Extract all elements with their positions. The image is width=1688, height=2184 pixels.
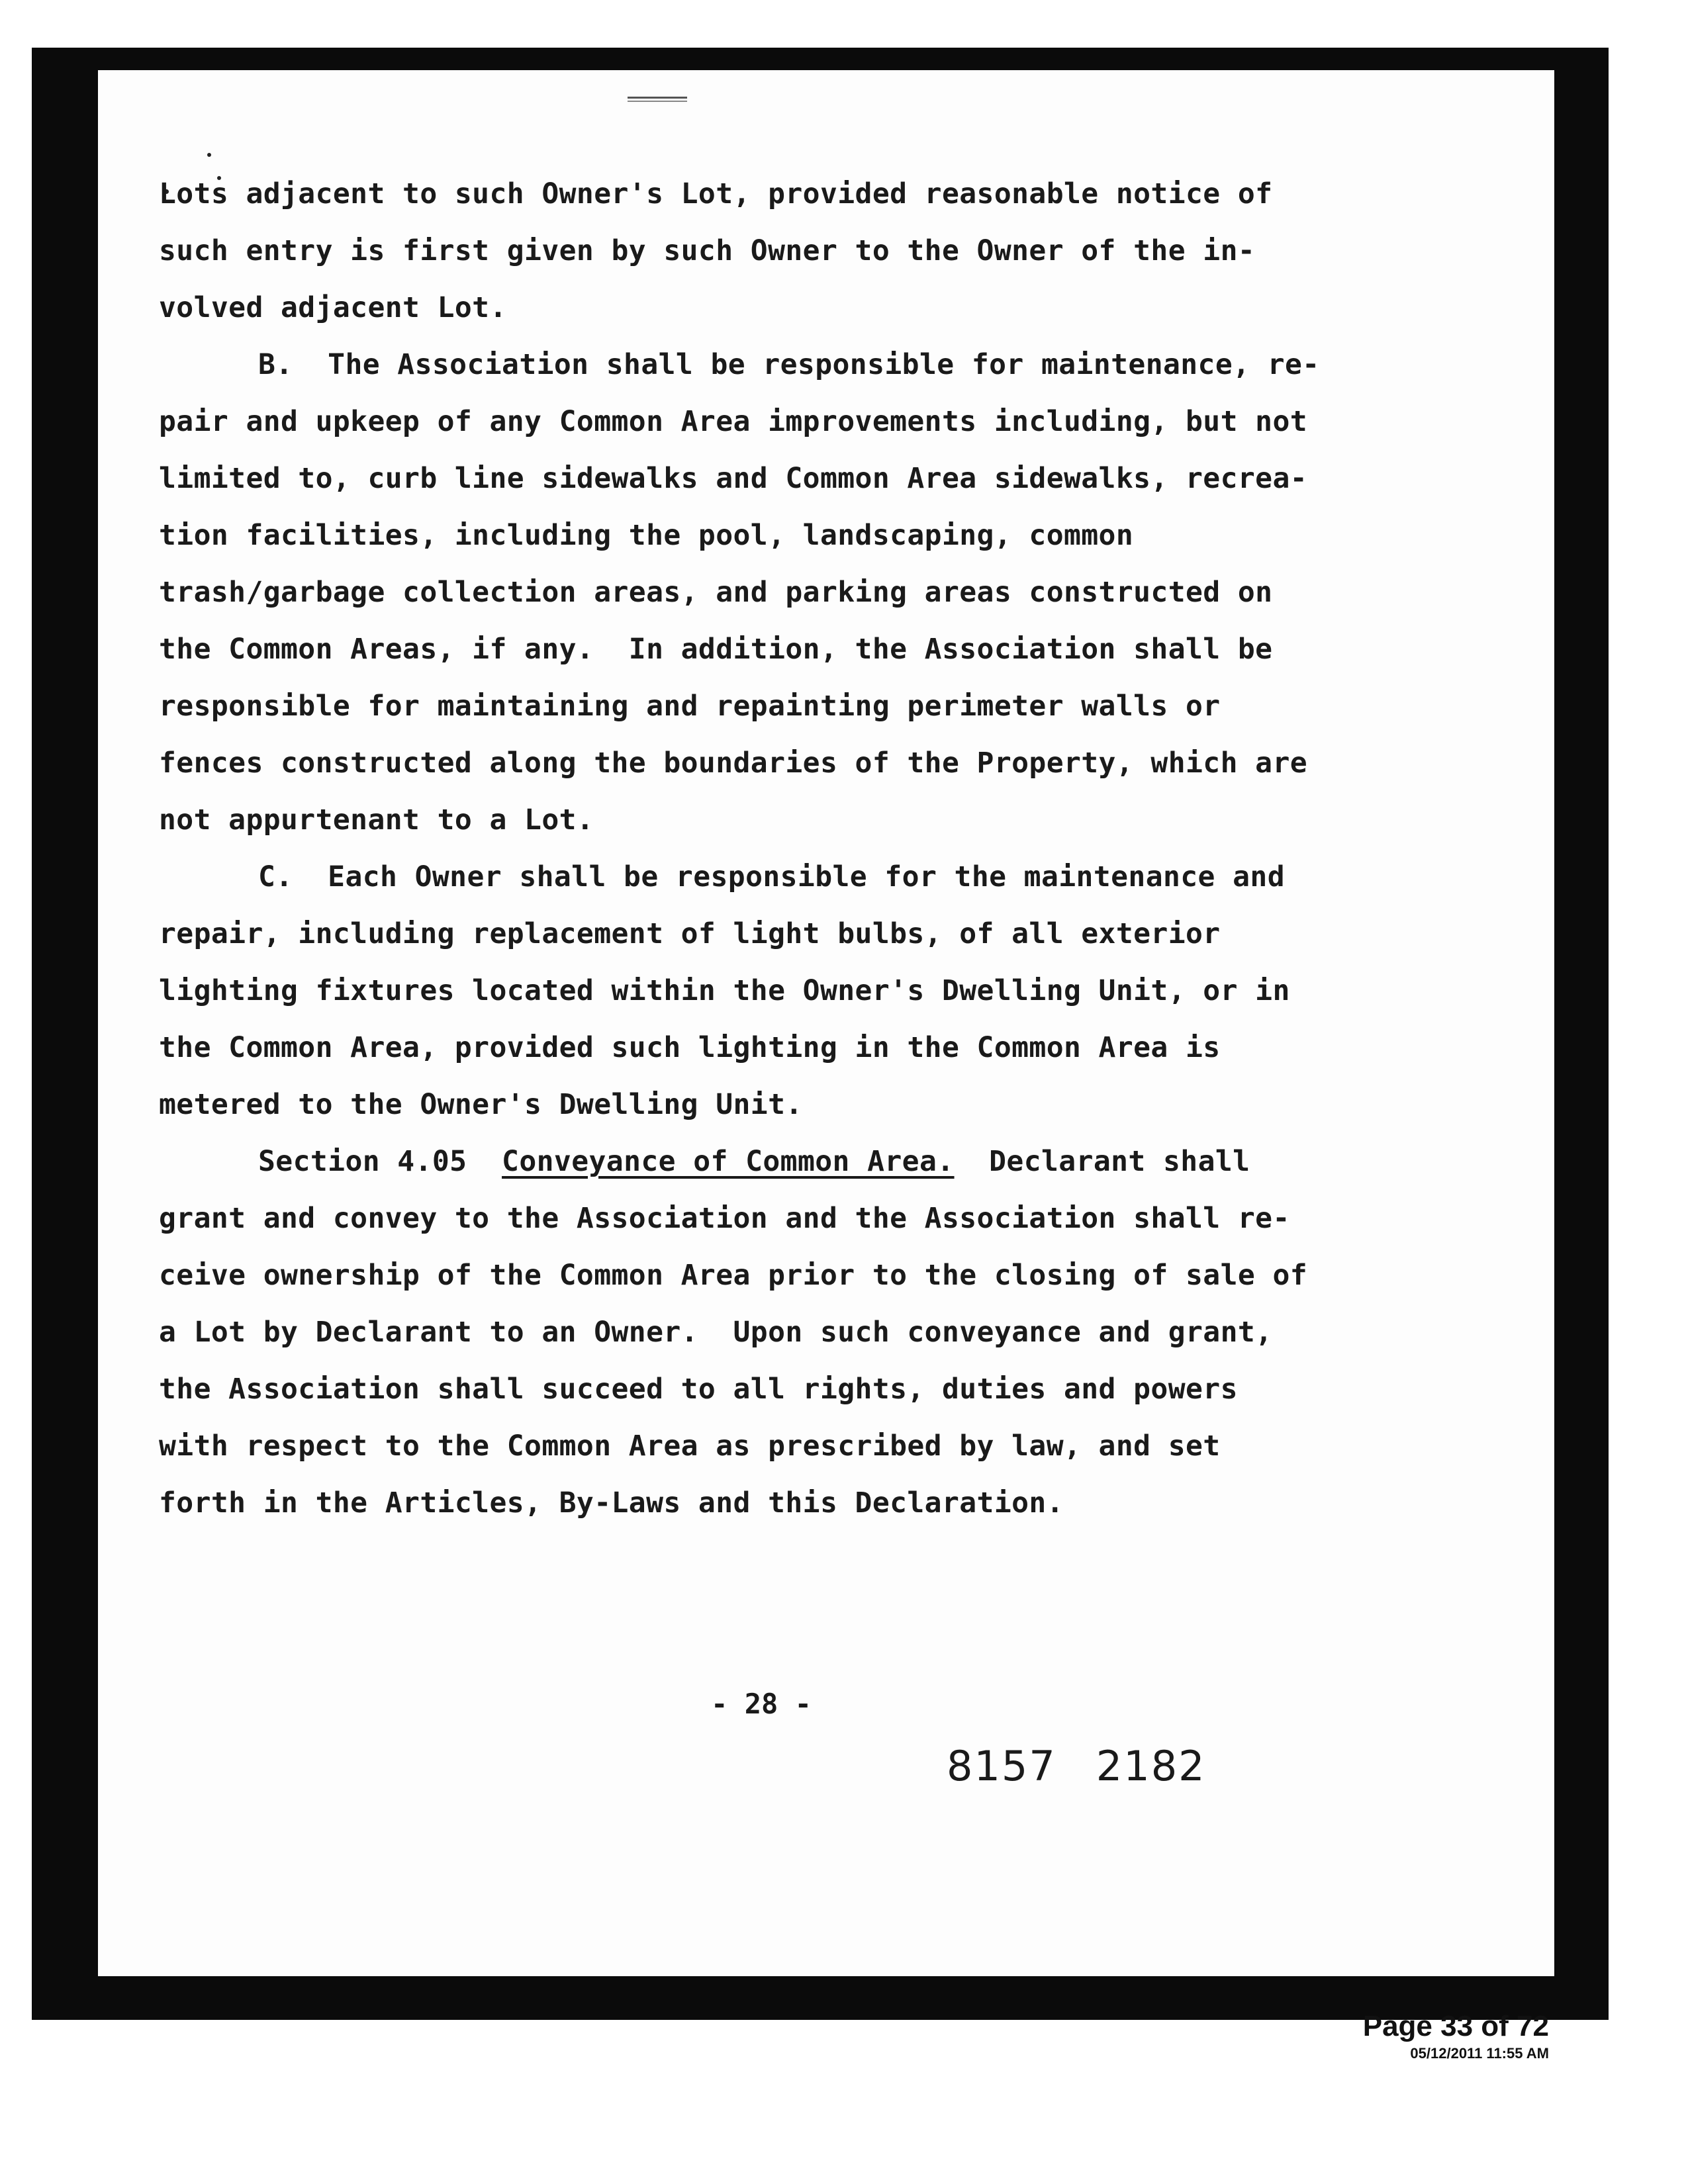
text-line: responsible for maintaining and repainting perimeter walls or (159, 690, 1221, 723)
section-heading-line (159, 1133, 1430, 1190)
text-line: repair, including replacement of light bulbs, of all exterior (159, 917, 1221, 950)
footer-timestamp: 05/12/2011 11:55 AM (1410, 2045, 1549, 2062)
section-title: Conveyance of Common Area. (502, 1145, 955, 1178)
book-number: 8157 (947, 1742, 1056, 1790)
text-line: forth in the Articles, By-Laws and this Declaration. (159, 1486, 1064, 1520)
header-mark (628, 97, 687, 102)
text-line: limited to, curb line sidewalks and Common Area sidewalks, recrea- (159, 462, 1308, 495)
text-line: volved adjacent Lot. (159, 291, 507, 324)
text-line: B. The Association shall be responsible for maintenance, re- (258, 348, 1320, 381)
section-text-start: Declarant shall (989, 1145, 1250, 1178)
text-line: lighting fixtures located within the Owner's Dwelling Unit, or in (159, 974, 1290, 1007)
text-line: pair and upkeep of any Common Area improvements including, but not (159, 405, 1308, 438)
footer-page-count: Page 33 of 72 (1362, 2010, 1549, 2042)
text-line: not appurtenant to a Lot. (159, 803, 594, 837)
text-line: such entry is first given by such Owner to the Owner of the in- (159, 234, 1256, 267)
text-line: tion facilities, including the pool, landscaping, common (159, 519, 1134, 552)
scan-speck (207, 153, 211, 157)
section-number: Section 4.05 (258, 1145, 467, 1178)
text-line: C. Each Owner shall be responsible for the maintenance and (258, 860, 1286, 893)
text-line: fences constructed along the boundaries of the Property, which are (159, 747, 1308, 780)
text-line: the Common Areas, if any. In addition, the Association shall be (159, 633, 1273, 666)
book-page-stamp (947, 1742, 1206, 1790)
text-line: the Association shall succeed to all rights, duties and powers (159, 1373, 1238, 1406)
page-number: - 28 - (711, 1688, 812, 1720)
text-line: with respect to the Common Area as prescribed by law, and set (159, 1430, 1221, 1463)
text-line: ceive ownership of the Common Area prior to the closing of sale of (159, 1259, 1308, 1292)
text-line: the Common Area, provided such lighting in the Common Area is (159, 1031, 1221, 1064)
text-line: grant and convey to the Association and the Association shall re- (159, 1202, 1290, 1235)
text-line: a Lot by Declarant to an Owner. Upon such conveyance and grant, (159, 1316, 1273, 1349)
footer-stamp (1363, 2012, 1549, 2062)
text-line: metered to the Owner's Dwelling Unit. (159, 1088, 803, 1121)
book-page-number: 2182 (1096, 1742, 1206, 1790)
text-line: trash/garbage collection areas, and parking areas constructed on (159, 576, 1273, 609)
body-text (159, 165, 1430, 1531)
text-line: Lots adjacent to such Owner's Lot, provided reasonable notice of (159, 177, 1273, 210)
